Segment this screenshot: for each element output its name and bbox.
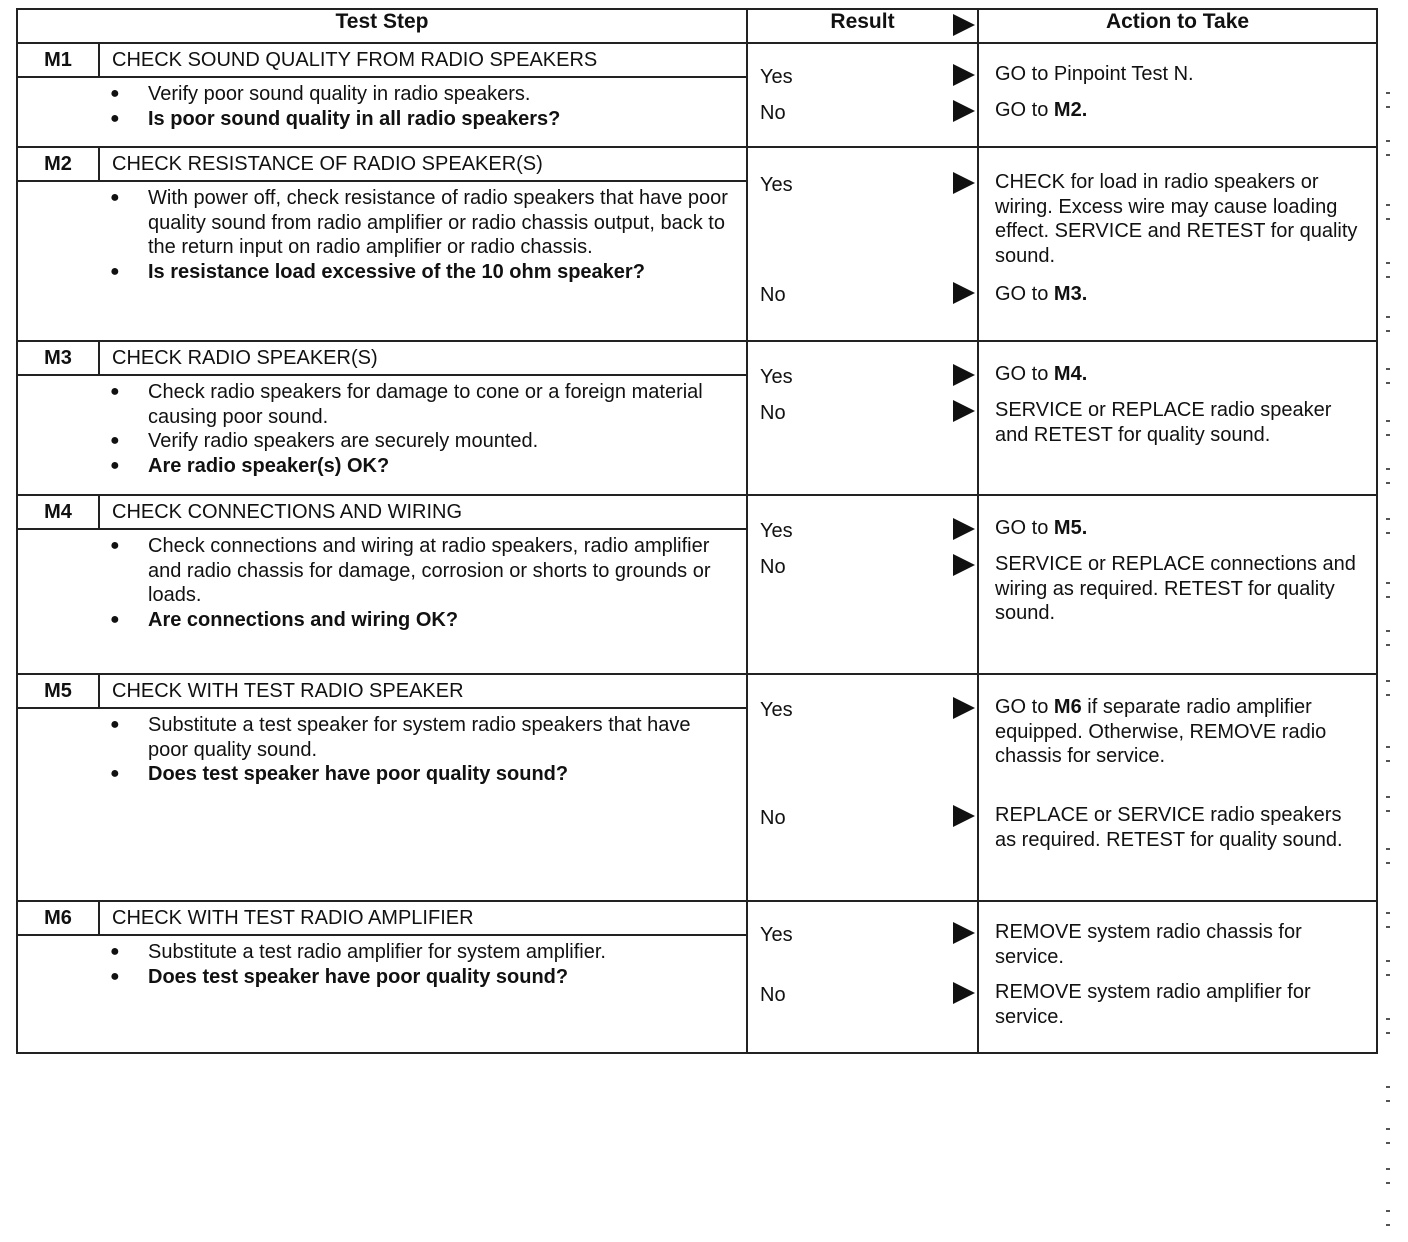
action-text: [995, 920, 1366, 969]
margin-mark: [1386, 848, 1390, 864]
result-cell: [747, 43, 978, 147]
arrow-right-icon: [953, 282, 975, 304]
margin-mark: [1386, 368, 1390, 384]
margin-mark: [1386, 630, 1390, 646]
step-body: [18, 530, 746, 638]
step-header: [18, 675, 746, 709]
result-cell: [747, 674, 978, 901]
margin-mark: [1386, 582, 1390, 598]
step-row-m6: [17, 901, 1377, 1053]
table-header-row: [17, 9, 1377, 43]
pinpoint-test-table: [16, 8, 1378, 1054]
action-cell: [978, 495, 1377, 674]
step-id: M6: [18, 902, 100, 934]
action-text-main: REMOVE system radio chassis for service.: [995, 921, 1302, 968]
action-cell: [978, 901, 1377, 1053]
margin-mark: [1386, 316, 1390, 332]
arrow-right-icon: [953, 518, 975, 540]
action-text-main: GO to: [995, 99, 1054, 121]
arrow-right-icon: [953, 697, 975, 719]
result-label-no: No: [760, 102, 786, 124]
action-text-main: REPLACE or SERVICE radio speakers as required. RETEST for quality sound.: [995, 804, 1343, 851]
action-cell: [978, 147, 1377, 341]
action-text: [995, 552, 1366, 626]
action-cell: [978, 341, 1377, 495]
step-id: M3: [18, 342, 100, 374]
result-cell: [747, 495, 978, 674]
step-title: CHECK RADIO SPEAKER(S): [112, 346, 378, 369]
arrow-right-icon: [953, 64, 975, 86]
margin-mark: [1386, 746, 1390, 762]
action-cell: [978, 43, 1377, 147]
step-title: CHECK WITH TEST RADIO AMPLIFIER: [112, 906, 474, 929]
margin-mark: [1386, 1128, 1390, 1144]
arrow-right-icon: [953, 400, 975, 422]
result-label-no: No: [760, 984, 786, 1006]
step-row-m3: [17, 341, 1377, 495]
step-body: [18, 182, 746, 290]
step-instruction: ● Substitute a test speaker for system radio speakers that have poor quality sound.: [110, 713, 736, 762]
action-text-rest: if separate radio amplifier equipped. Otherwise, REMOVE radio chassis for service.: [995, 696, 1327, 767]
step-instruction: ● Substitute a test radio amplifier for system amplifier.: [110, 940, 736, 965]
margin-mark: [1386, 518, 1390, 534]
action-step-ref: M4.: [1053, 363, 1088, 385]
margin-mark: [1386, 92, 1390, 108]
action-step-ref: M2.: [1053, 99, 1088, 121]
test-step-cell: [17, 901, 747, 1053]
margin-mark: [1386, 420, 1390, 436]
step-question: ● Is resistance load excessive of the 10 ohm speaker?: [110, 260, 736, 285]
step-question: ● Are connections and wiring OK?: [110, 608, 736, 633]
action-text-main: CHECK for load in radio speakers or wiring. Excess wire may cause loading effect. SERVICE and RETEST for quality sound.: [995, 171, 1358, 267]
step-body: [18, 936, 746, 995]
step-instruction: ● Check radio speakers for damage to cone or a foreign material causing poor sound.: [110, 380, 736, 429]
arrow-right-icon: [953, 14, 975, 36]
step-body: [18, 78, 746, 137]
margin-mark: [1386, 912, 1390, 928]
step-instruction: ● With power off, check resistance of radio speakers that have poor quality sound from radio amplifier or radio chassis output, back to the return input on radio amplifier or radio chassis.: [110, 186, 736, 260]
margin-mark: [1386, 796, 1390, 812]
result-label-no: No: [760, 402, 786, 424]
result-label-yes: Yes: [760, 366, 793, 388]
step-row-m2: [17, 147, 1377, 341]
step-title: CHECK CONNECTIONS AND WIRING: [112, 500, 463, 523]
step-header: [18, 148, 746, 182]
step-instruction: ● Verify radio speakers are securely mounted.: [110, 429, 736, 454]
step-question: ● Are radio speaker(s) OK?: [110, 454, 736, 479]
step-id: M5: [18, 675, 100, 707]
action-text-main: GO to: [995, 517, 1054, 539]
margin-mark: [1386, 468, 1390, 484]
action-text-main: GO to Pinpoint Test N.: [995, 63, 1194, 85]
action-text-main: GO to: [995, 696, 1054, 718]
step-body: [18, 376, 746, 484]
test-step-cell: [17, 147, 747, 341]
action-text: [995, 170, 1366, 268]
action-text-main: GO to: [995, 363, 1054, 385]
step-header: [18, 342, 746, 376]
arrow-right-icon: [953, 364, 975, 386]
step-body: [18, 709, 746, 793]
result-cell: [747, 341, 978, 495]
header-result: [747, 9, 978, 43]
result-label-yes: Yes: [760, 66, 793, 88]
margin-mark: [1386, 1086, 1390, 1102]
step-header: [18, 902, 746, 936]
arrow-right-icon: [953, 172, 975, 194]
result-label-yes: Yes: [760, 174, 793, 196]
result-cell: [747, 901, 978, 1053]
test-step-cell: [17, 674, 747, 901]
test-step-cell: [17, 495, 747, 674]
action-text: [995, 516, 1366, 541]
pinpoint-test-page: [16, 8, 1376, 1054]
step-title: CHECK SOUND QUALITY FROM RADIO SPEAKERS: [112, 48, 598, 71]
action-text: [995, 98, 1366, 123]
action-text-main: SERVICE or REPLACE radio speaker and RETEST for quality sound.: [995, 399, 1332, 446]
result-label-no: No: [760, 284, 786, 306]
step-question: ● Is poor sound quality in all radio speakers?: [110, 107, 736, 132]
action-step-ref: M3.: [1053, 283, 1088, 305]
step-id: M2: [18, 148, 100, 180]
action-cell: [978, 674, 1377, 901]
step-header: [18, 496, 746, 530]
margin-mark: [1386, 262, 1390, 278]
action-text: [995, 282, 1366, 307]
arrow-right-icon: [953, 982, 975, 1004]
action-text: [995, 62, 1366, 87]
action-text-main: GO to: [995, 283, 1054, 305]
action-text: [995, 803, 1366, 852]
step-row-m4: [17, 495, 1377, 674]
header-result-label: Result: [830, 10, 895, 33]
margin-mark: [1386, 1210, 1390, 1226]
action-text: [995, 980, 1366, 1029]
action-text: [995, 362, 1366, 387]
margin-mark: [1386, 960, 1390, 976]
margin-mark: [1386, 204, 1390, 220]
action-step-ref: M6: [1053, 696, 1082, 718]
action-text-main: SERVICE or REPLACE connections and wiring as required. RETEST for quality sound.: [995, 553, 1356, 624]
step-title: CHECK RESISTANCE OF RADIO SPEAKER(S): [112, 152, 543, 175]
arrow-right-icon: [953, 805, 975, 827]
step-id: M1: [18, 44, 100, 76]
step-row-m1: [17, 43, 1377, 147]
step-rows: [17, 43, 1377, 1053]
step-question: ● Does test speaker have poor quality sound?: [110, 762, 736, 787]
action-text: [995, 398, 1366, 447]
header-test-step: Test Step: [17, 9, 747, 43]
arrow-right-icon: [953, 100, 975, 122]
action-text: [995, 695, 1366, 769]
result-cell: [747, 147, 978, 341]
header-action: Action to Take: [978, 9, 1377, 43]
step-instruction: ● Verify poor sound quality in radio speakers.: [110, 82, 736, 107]
step-id: M4: [18, 496, 100, 528]
margin-mark: [1386, 1168, 1390, 1184]
test-step-cell: [17, 341, 747, 495]
arrow-right-icon: [953, 922, 975, 944]
result-label-yes: Yes: [760, 520, 793, 542]
result-label-no: No: [760, 807, 786, 829]
margin-mark: [1386, 1018, 1390, 1034]
result-label-yes: Yes: [760, 924, 793, 946]
arrow-right-icon: [953, 554, 975, 576]
margin-mark: [1386, 140, 1390, 156]
result-label-no: No: [760, 556, 786, 578]
step-title: CHECK WITH TEST RADIO SPEAKER: [112, 679, 464, 702]
step-question: ● Does test speaker have poor quality sound?: [110, 965, 736, 990]
step-header: [18, 44, 746, 78]
step-row-m5: [17, 674, 1377, 901]
result-label-yes: Yes: [760, 699, 793, 721]
test-step-cell: [17, 43, 747, 147]
action-step-ref: M5.: [1053, 517, 1088, 539]
margin-mark: [1386, 680, 1390, 696]
step-instruction: ● Check connections and wiring at radio speakers, radio amplifier and radio chassis for damage, corrosion or shorts to grounds or loads.: [110, 534, 736, 608]
action-text-main: REMOVE system radio amplifier for service.: [995, 981, 1311, 1028]
